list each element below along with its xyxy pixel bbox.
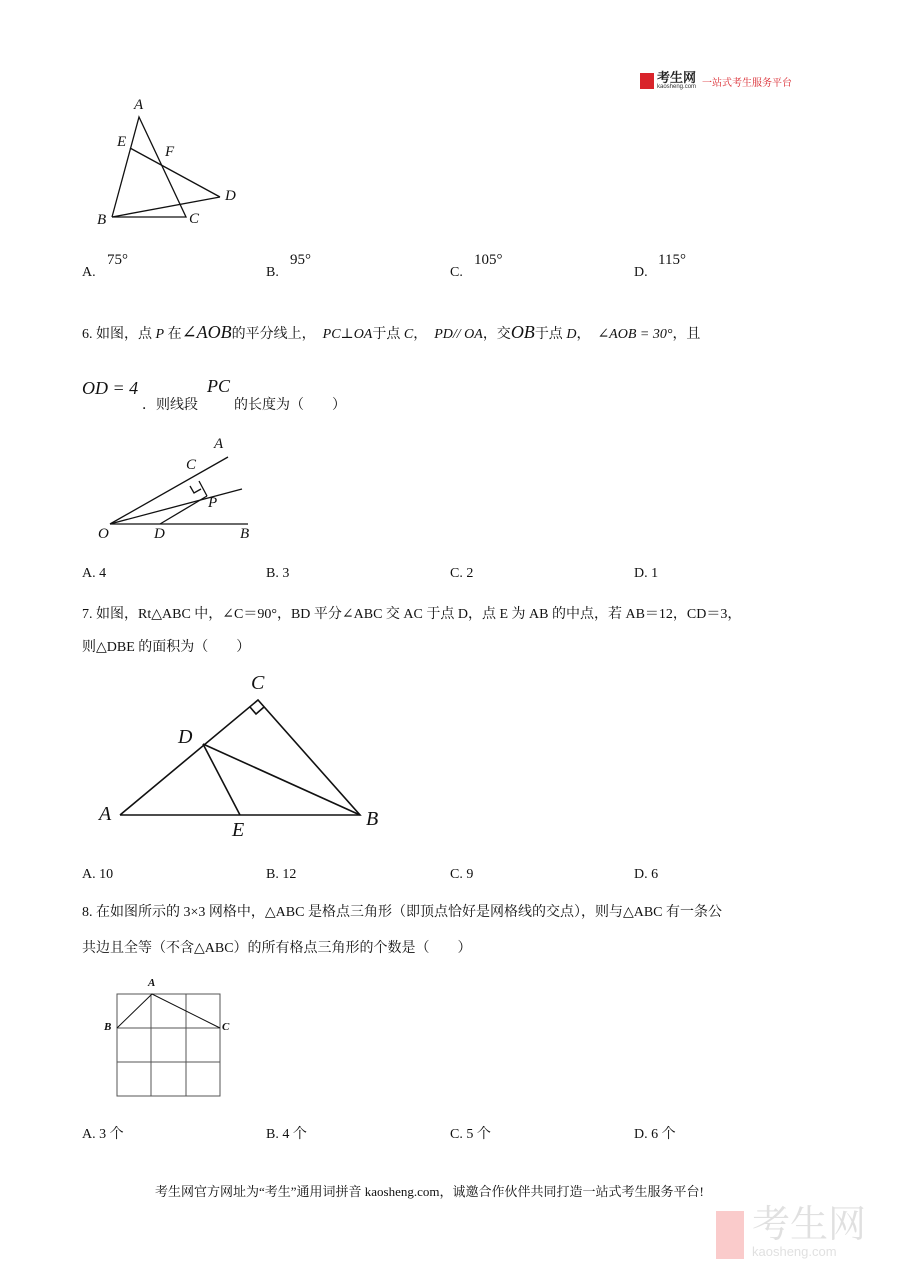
q7-option-c[interactable]: C. 9 xyxy=(450,867,474,882)
label-C: C xyxy=(189,211,200,227)
q5-figure xyxy=(112,117,220,217)
q6-text: ．则线段 xyxy=(142,398,198,413)
label-E: E xyxy=(232,819,245,841)
label-B: B xyxy=(104,1021,112,1033)
label-A: A xyxy=(148,977,156,989)
q6-segment: PC xyxy=(207,376,231,396)
label-E: E xyxy=(117,134,127,150)
footer-text: 考生网官方网址为“考生”通用词拼音 kaosheng.com，诚邀合作伙伴共同打造一站式考生服务平台! xyxy=(155,1184,704,1199)
q8-option-a[interactable]: A. 3 个 xyxy=(82,1127,124,1142)
label-C: C xyxy=(251,672,265,694)
q8-question-line2: 共边且全等（不含△ABC）的所有格点三角形的个数是（ ） xyxy=(82,941,472,956)
q6-option-b[interactable]: B. 3 xyxy=(266,566,290,581)
q5-option-a-value: 75° xyxy=(107,252,128,268)
label-P: P xyxy=(208,495,218,511)
label-B: B xyxy=(366,808,379,830)
watermark-icon xyxy=(716,1211,744,1259)
logo-name: 考生网 xyxy=(657,70,697,85)
label-A: A xyxy=(214,436,224,452)
q7-question-line1: 7. 如图，Rt△ABC 中，∠C＝90°，BD 平分∠ABC 交 AC 于点 D，点 E 为 AB 的中点，若 AB＝12，CD＝3， xyxy=(82,607,742,622)
q6-option-d[interactable]: D. 1 xyxy=(634,566,659,581)
q6-given: OD = 4 xyxy=(82,378,139,398)
q5-option-a[interactable]: A. xyxy=(82,265,96,280)
q6-figure xyxy=(110,457,248,524)
q5-option-d[interactable]: D. xyxy=(634,265,648,280)
logo-slogan: 一站式考生服务平台 xyxy=(702,77,793,89)
q8-question-line1: 8. 在如图所示的 3×3 网格中，△ABC 是格点三角形（即顶点恰好是网格线的交点），则与△ABC 有一条公 xyxy=(82,905,722,920)
label-O: O xyxy=(98,526,109,542)
label-D: D xyxy=(178,726,193,748)
q5-option-d-value: 115° xyxy=(658,252,686,268)
q7-option-d[interactable]: D. 6 xyxy=(634,867,659,882)
q7-question-line2: 则△DBE 的面积为（ ） xyxy=(82,640,251,655)
label-C: C xyxy=(222,1021,230,1033)
q6-option-a[interactable]: A. 4 xyxy=(82,566,107,581)
q8-option-b[interactable]: B. 4 个 xyxy=(266,1127,307,1142)
label-D: D xyxy=(154,526,165,542)
label-F: F xyxy=(165,144,175,160)
label-B: B xyxy=(97,212,107,228)
q7-option-b[interactable]: B. 12 xyxy=(266,867,297,882)
q5-option-b-value: 95° xyxy=(290,252,311,268)
q6-text-end: 的长度为（ ） xyxy=(234,398,346,413)
q7-figure xyxy=(120,700,360,815)
q8-figure xyxy=(117,994,220,1096)
q6-option-c[interactable]: C. 2 xyxy=(450,566,474,581)
label-D: D xyxy=(225,188,236,204)
watermark-logo xyxy=(716,1206,866,1259)
label-A: A xyxy=(99,803,112,825)
watermark-domain: kaosheng.com xyxy=(752,1244,837,1259)
label-A: A xyxy=(134,97,144,113)
logo-domain: kaosheng.com xyxy=(657,84,697,90)
label-B: B xyxy=(240,526,250,542)
q6-question-line1: 6. 如图，点 P 在∠AOB的平分线上， PC⊥OA于点 C， PD// OA，交OB于点 D， ∠AOB = 30°，且 xyxy=(82,322,701,342)
q7-option-a[interactable]: A. 10 xyxy=(82,867,114,882)
q5-option-c[interactable]: C. xyxy=(450,265,463,280)
label-C: C xyxy=(186,457,197,473)
q8-option-c[interactable]: C. 5 个 xyxy=(450,1127,491,1142)
q5-option-c-value: 105° xyxy=(474,252,503,268)
watermark-name: 考生网 xyxy=(752,1204,867,1246)
q8-option-d[interactable]: D. 6 个 xyxy=(634,1127,676,1142)
q5-option-b[interactable]: B. xyxy=(266,265,279,280)
